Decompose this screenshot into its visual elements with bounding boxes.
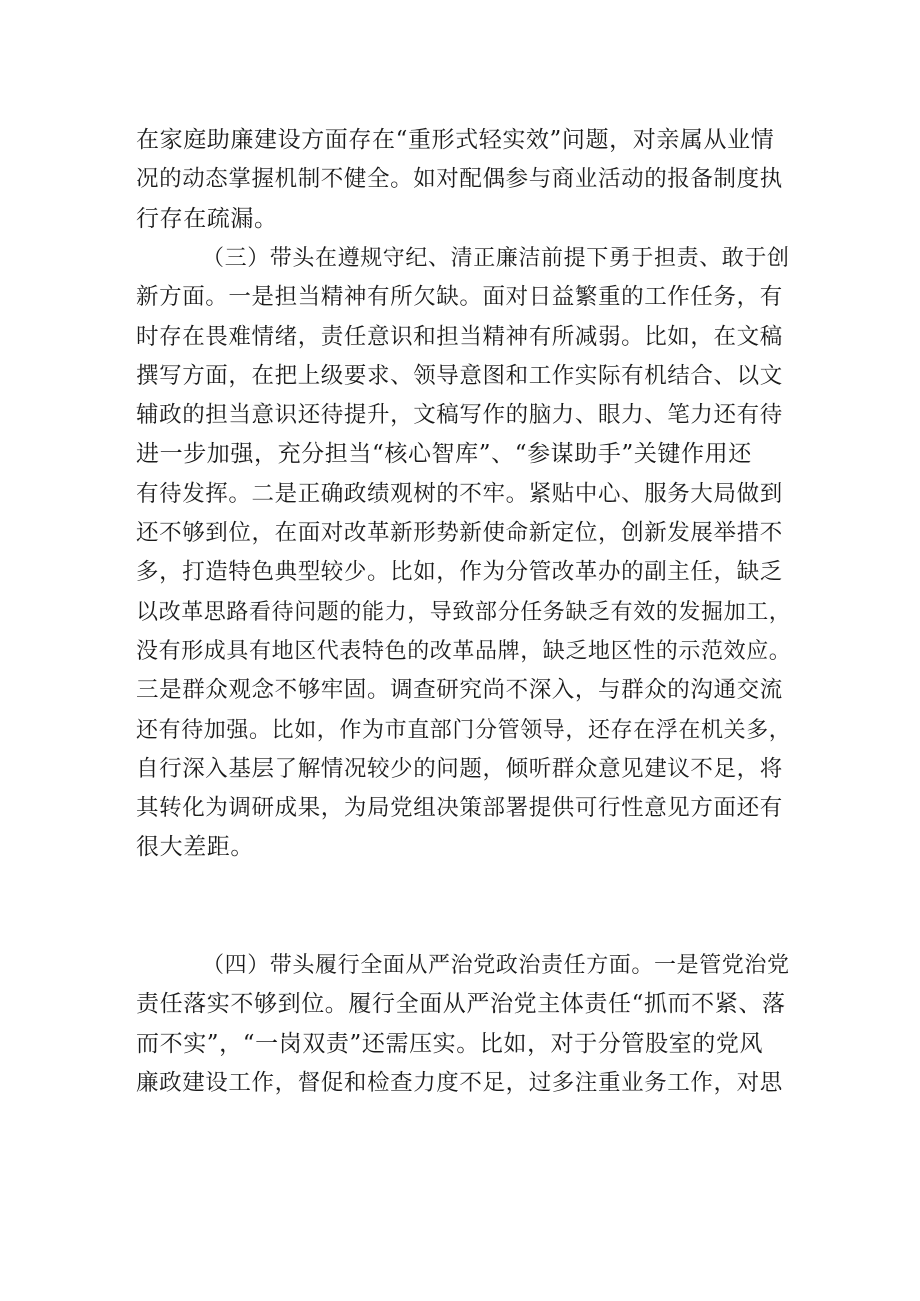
text-line: 三是群众观念不够牢固。调查研究尚不深入，与群众的沟通交流 [136, 677, 783, 704]
paragraph-family-integrity [136, 121, 796, 239]
text-line: 多，打造特色典型较少。比如，作为分管改革办的副主任，缺乏 [136, 559, 783, 586]
text-line: 而不实”，“一岗双责”还需压实。比如，对于分管股室的党风 [136, 1030, 764, 1057]
text-line: 以改革思路看待问题的能力，导致部分任务缺乏有效的发掘加工， [136, 599, 792, 625]
text-line: 新方面。一是担当精神有所欠缺。面对日益繁重的工作任务，有 [136, 284, 783, 311]
text-line: 廉政建设工作，督促和检查力度不足，过多注重业务工作，对思 [136, 1069, 783, 1096]
text-line: 有待发挥。二是正确政绩观树的不牢。紧贴中心、服务大局做到 [136, 480, 783, 507]
text-line: 还不够到位，在面对改革新形势新使命新定位，创新发展举措不 [136, 520, 783, 547]
text-line: 在家庭助廉建设方面存在“重形式轻实效”问题，对亲属从业情 [136, 127, 775, 153]
text-line: 撰写方面，在把上级要求、领导意图和工作实际有机结合、以文 [136, 362, 783, 389]
text-line: 自行深入基层了解情况较少的问题，倾听群众意见建议不足，将 [136, 755, 783, 782]
text-line: 其转化为调研成果，为局党组决策部署提供可行性意见方面还有 [136, 795, 783, 822]
text-line: 没有形成具有地区代表特色的改革品牌，缺乏地区性的示范效应。 [136, 638, 792, 664]
text-line: 时存在畏难情绪，责任意识和担当精神有所减弱。比如，在文稿 [136, 323, 783, 350]
text-line: （三）带头在遵规守纪、清正廉洁前提下勇于担责、敢于创 [202, 246, 790, 271]
paragraph-section-three [136, 239, 796, 868]
text-line: 辅政的担当意识还待提升，文稿写作的脑力、眼力、笔力还有待 [136, 402, 783, 429]
paragraph-section-four [136, 946, 796, 1103]
text-line: 况的动态掌握机制不健全。如对配偶参与商业活动的报备制度执 [136, 166, 783, 193]
text-line: 进一步加强，充分担当“核心智库”、“参谋助手”关键作用还 [136, 441, 752, 468]
text-line: 很大差距。 [136, 834, 254, 861]
text-line: 责任落实不够到位。履行全面从严治党主体责任“抓而不紧、落 [136, 991, 786, 1018]
text-line: 还有待加强。比如，作为市直部门分管领导，还存在浮在机关多， [136, 717, 792, 743]
text-line: 行存在疏漏。 [136, 205, 278, 232]
text-line: （四）带头履行全面从严治党政治责任方面。一是管党治党 [202, 953, 790, 978]
